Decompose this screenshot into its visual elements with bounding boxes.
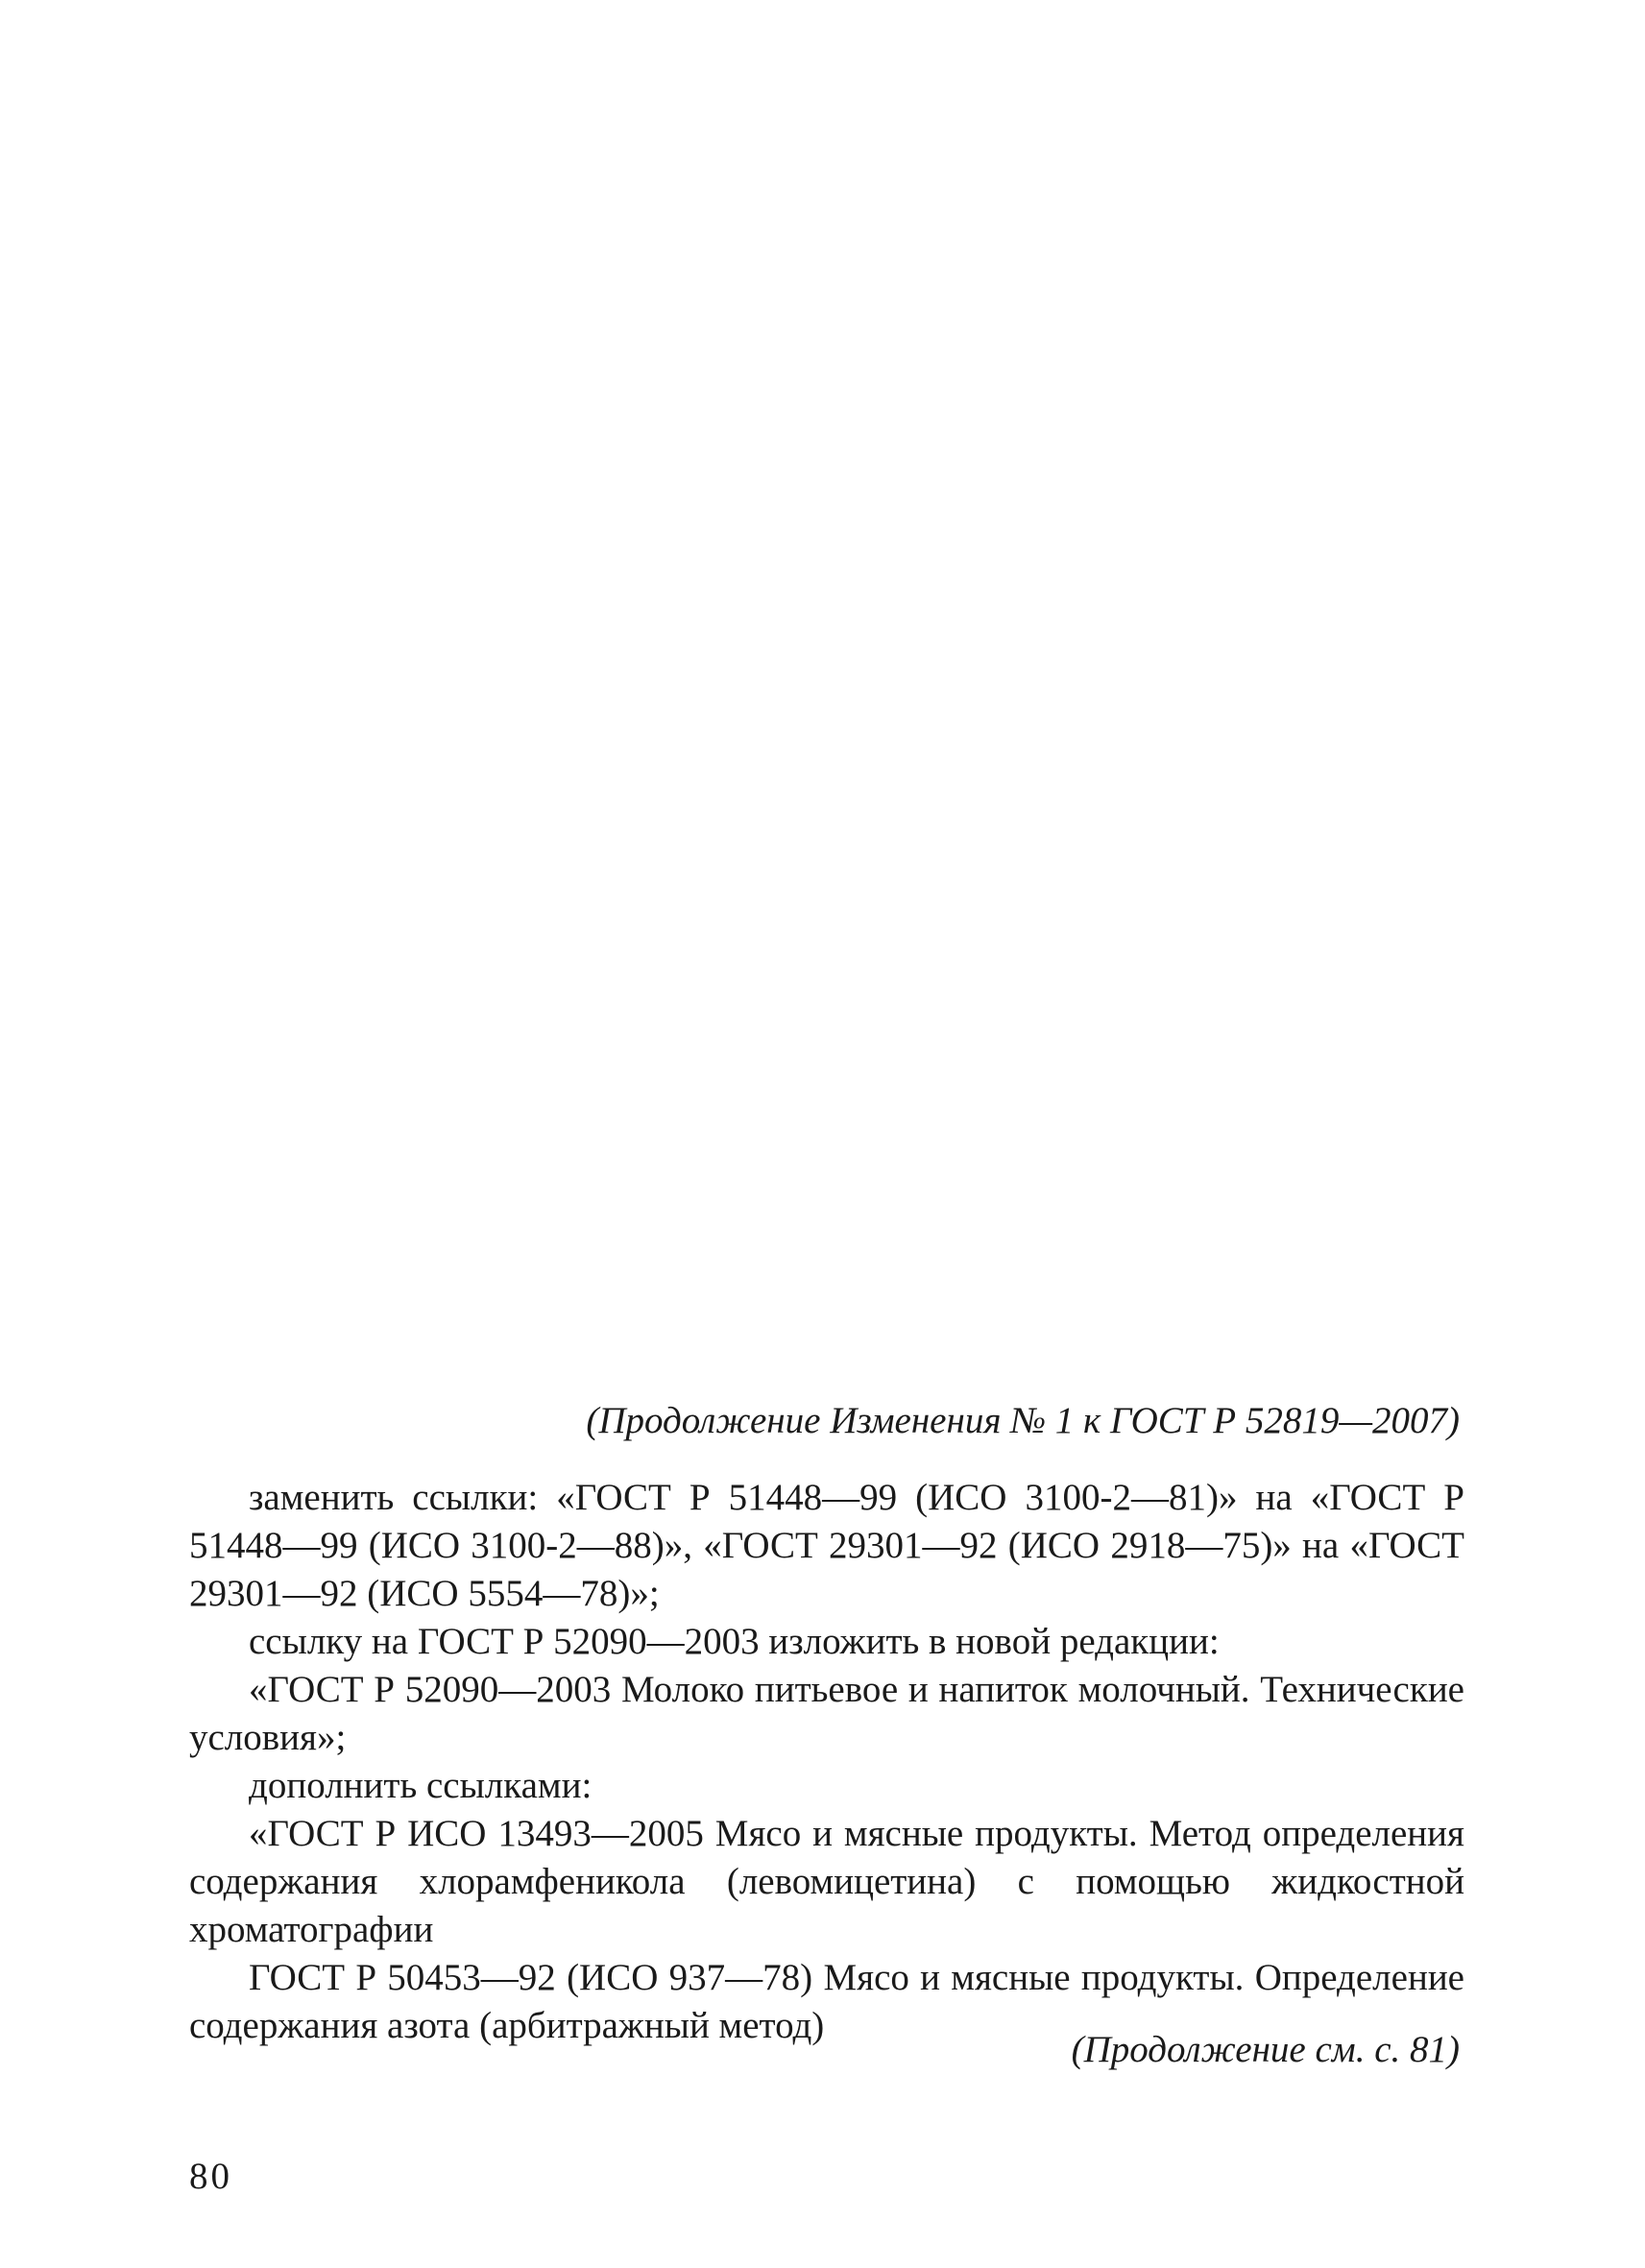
paragraph-gost-50453: ГОСТ Р 50453—92 (ИСО 937—78) Мясо и мясные продукты. Определение содержания азота (арбитражный метод) xyxy=(189,1957,1464,2046)
continuation-footer: (Продолжение см. с. 81) xyxy=(1071,2029,1460,2070)
continuation-header: (Продолжение Изменения № 1 к ГОСТ Р 52819—2007) xyxy=(586,1400,1460,1441)
paragraph-gost-iso-13493: «ГОСТ Р ИСО 13493—2005 Мясо и мясные продукты. Метод определения содержания хлорамфеникола (левомицетина) с помощью жидкостной хроматографии xyxy=(189,1813,1464,1950)
paragraph-new-edition: ссылку на ГОСТ Р 52090—2003 изложить в новой редакции: xyxy=(249,1621,1220,1662)
paragraph-replace-references: заменить ссылки: «ГОСТ Р 51448—99 (ИСО 3100-2—81)» на «ГОСТ Р 51448—99 (ИСО 3100-2—88)», «ГОСТ 29301—92 (ИСО 2918—75)» на «ГОСТ 29301—92 (ИСО 5554—78)»; xyxy=(189,1477,1464,1614)
paragraph-gost-52090: «ГОСТ Р 52090—2003 Молоко питьевое и напиток молочный. Технические условия»; xyxy=(189,1669,1464,1758)
page-number: 80 xyxy=(189,2156,232,2197)
document-body xyxy=(189,1474,1464,2050)
paragraph-add-references: дополнить ссылками: xyxy=(249,1765,593,1806)
